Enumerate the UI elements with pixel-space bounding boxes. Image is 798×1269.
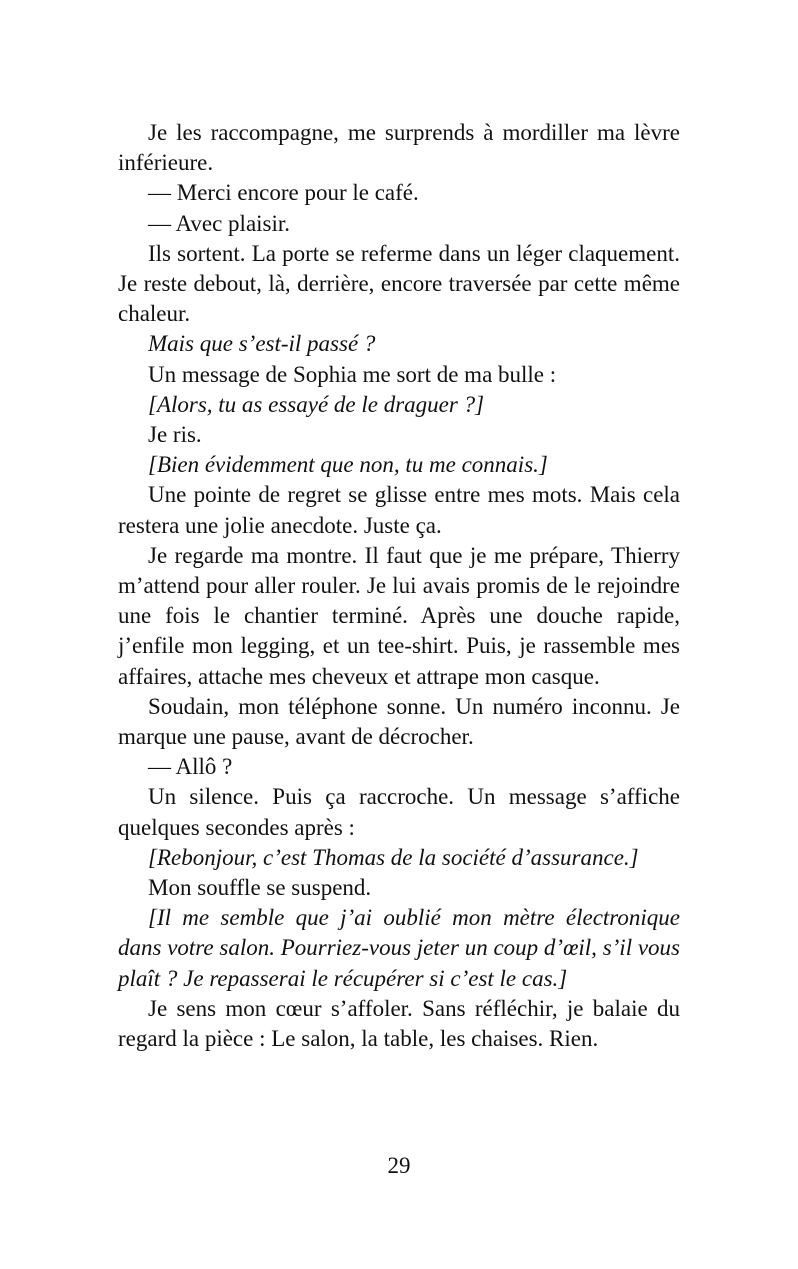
paragraph: Un silence. Puis ça raccroche. Un message s’affiche quelques secondes après : xyxy=(118,784,680,840)
text-message: [Alors, tu as essayé de le draguer ?] xyxy=(148,391,485,417)
paragraph: Je ris. xyxy=(148,422,202,448)
paragraph: Je les raccompagne, me surprends à mordiller ma lèvre inférieure. xyxy=(118,120,680,176)
page-number: 29 xyxy=(387,1153,411,1178)
inner-thought: Mais que s’est-il passé ? xyxy=(148,331,376,357)
paragraph: Soudain, mon téléphone sonne. Un numéro inconnu. Je marque une pause, avant de décrocher. xyxy=(118,693,680,750)
paragraph: Je regarde ma montre. Il faut que je me prépare, Thierry m’attend pour aller rouler. Je lui avais promis de le rejoindre une fois le chantier terminé. Après une douche rapide, j’enfile mon legging, et un tee-shirt. Puis, je rassemble mes affaires, attache mes cheveux et attrape mon casque. xyxy=(118,542,680,689)
page-body xyxy=(118,118,680,1054)
paragraph: Un message de Sophia me sort de ma bulle : xyxy=(148,361,557,387)
dialogue-line: — Avec plaisir. xyxy=(148,210,291,236)
paragraph: Mon souffle se suspend. xyxy=(148,875,372,901)
text-message: [Il me semble que j’ai oublié mon mètre électronique dans votre salon. Pourriez-vous jeter un coup d’œil, s’il vous plaît ? Je repasserai le récupérer si c’est le cas.] xyxy=(118,905,680,991)
paragraph: Une pointe de regret se glisse entre mes mots. Mais cela restera une jolie anecdote. Juste ça. xyxy=(118,482,680,538)
paragraph: Ils sortent. La porte se referme dans un léger claquement. Je reste debout, là, derrière, encore traversée par cette même chaleur. xyxy=(118,240,680,327)
text-message: [Rebonjour, c’est Thomas de la société d’assurance.] xyxy=(148,844,639,870)
dialogue-line: — Allô ? xyxy=(148,754,233,780)
text-message: [Bien évidemment que non, tu me connais.] xyxy=(148,452,548,478)
dialogue-line: — Merci encore pour le café. xyxy=(148,180,419,206)
paragraph: Je sens mon cœur s’affoler. Sans réfléchir, je balaie du regard la pièce : Le salon, la table, les chaises. Rien. xyxy=(118,995,680,1052)
